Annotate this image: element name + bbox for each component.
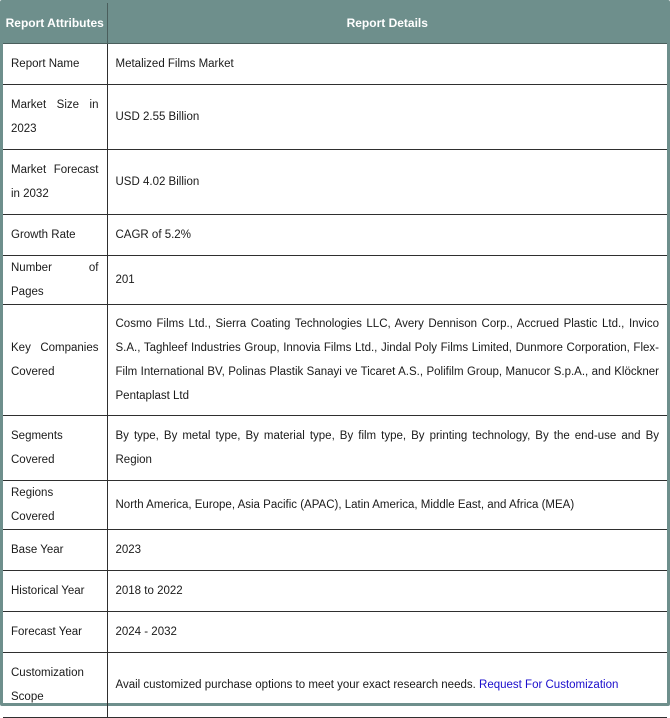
table-row — [3, 612, 667, 653]
row-report-name-label: Report Name — [3, 44, 107, 85]
row-market-size-label: Market Size in 2023 — [3, 85, 107, 150]
row-regions-covered-label: Regions Covered — [3, 481, 107, 530]
row-segments-covered-value: By type, By metal type, By material type, By film type, By printing technology, By the end-use and By Region — [107, 416, 667, 481]
row-market-forecast-value: USD 4.02 Billion — [107, 150, 667, 215]
row-regions-covered-value: North America, Europe, Asia Pacific (APAC), Latin America, Middle East, and Africa (MEA) — [107, 481, 667, 530]
table-row — [3, 530, 667, 571]
table-row — [3, 653, 667, 718]
table-row — [3, 44, 667, 85]
row-forecast-year-value: 2024 - 2032 — [107, 612, 667, 653]
row-growth-rate-value: CAGR of 5.2% — [107, 215, 667, 256]
row-number-of-pages-value: 201 — [107, 256, 667, 305]
table-row — [3, 256, 667, 305]
row-base-year-value: 2023 — [107, 530, 667, 571]
row-historical-year-label: Historical Year — [3, 571, 107, 612]
table-row — [3, 416, 667, 481]
row-key-companies-value: Cosmo Films Ltd., Sierra Coating Technologies LLC, Avery Dennison Corp., Accrued Plastic Ltd., Invico S.A., Taghleef Industries Group, Innovia Films Ltd., Jindal Poly Films Limited, Dunmore Corporation, Flex-Film International BV, Polinas Plastik Sanayi ve Ticaret A.S., Polifilm Group, Manucor S.p.A., and Klöckner Pentaplast Ltd — [107, 305, 667, 416]
table-row — [3, 85, 667, 150]
table-row — [3, 215, 667, 256]
row-segments-covered-label: Segments Covered — [3, 416, 107, 481]
row-base-year-label: Base Year — [3, 530, 107, 571]
table-header-row — [3, 3, 667, 44]
row-growth-rate-label: Growth Rate — [3, 215, 107, 256]
request-customization-link[interactable]: Request For Customization — [479, 679, 619, 691]
row-customization-scope-value — [107, 653, 667, 718]
row-report-name-value: Metalized Films Market — [107, 44, 667, 85]
table-row — [3, 481, 667, 530]
row-key-companies-label: Key Companies Covered — [3, 305, 107, 416]
table-row — [3, 571, 667, 612]
header-report-details: Report Details — [107, 3, 667, 44]
row-customization-scope-label: Customization Scope — [3, 653, 107, 718]
row-market-forecast-label: Market Forecast in 2032 — [3, 150, 107, 215]
row-number-of-pages-label: Number of Pages — [3, 256, 107, 305]
row-market-size-value: USD 2.55 Billion — [107, 85, 667, 150]
row-forecast-year-label: Forecast Year — [3, 612, 107, 653]
report-attributes-table — [3, 3, 667, 718]
table-row — [3, 150, 667, 215]
table-row — [3, 305, 667, 416]
row-historical-year-value: 2018 to 2022 — [107, 571, 667, 612]
customization-text: Avail customized purchase options to meet your exact research needs. — [115, 679, 476, 691]
header-report-attributes: Report Attributes — [3, 3, 107, 44]
